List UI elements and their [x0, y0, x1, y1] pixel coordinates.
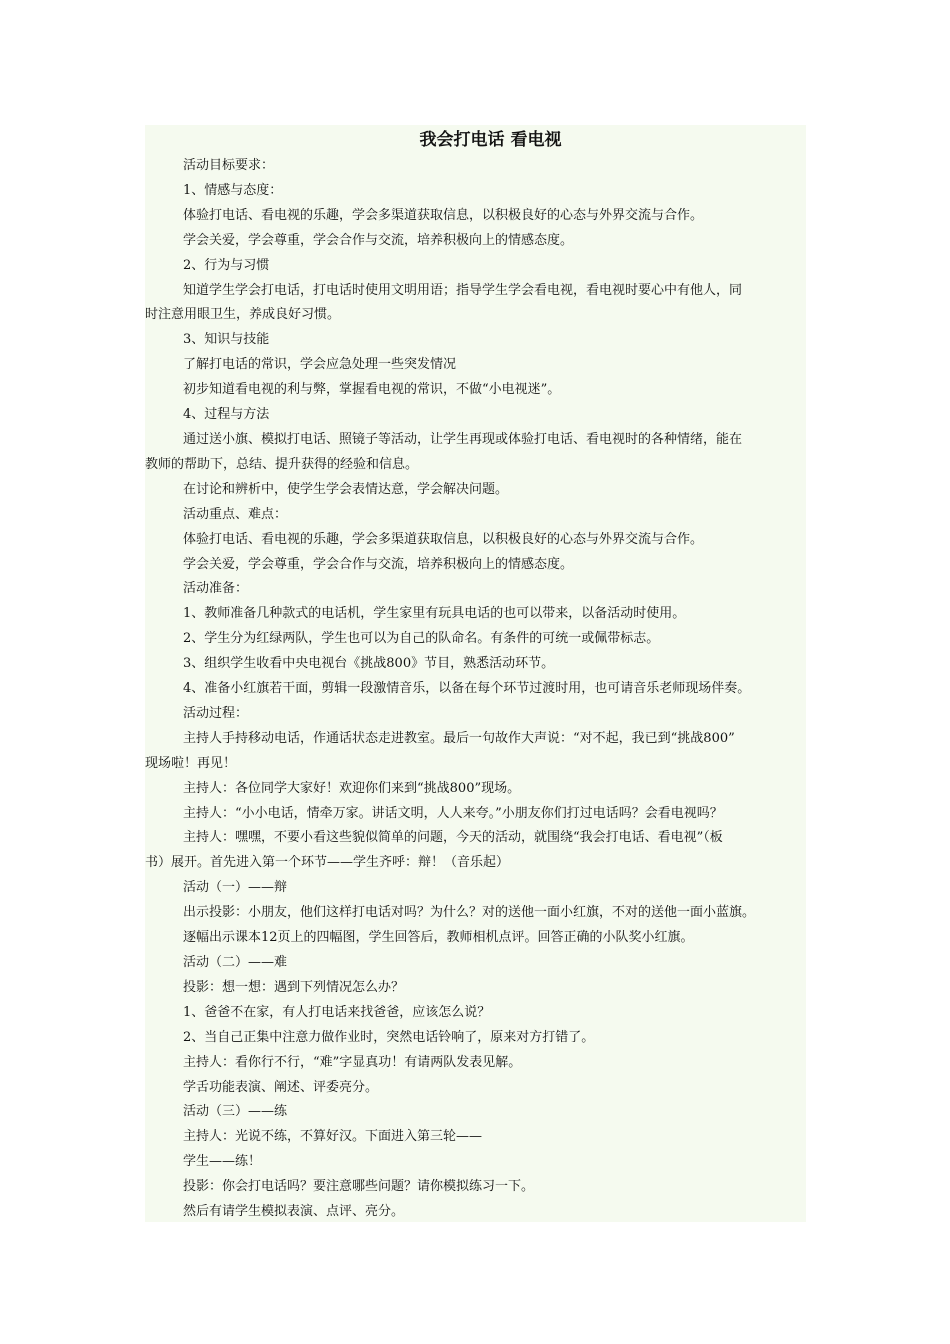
text-line: 活动准备： [183, 581, 249, 597]
text-line: 体验打电话、看电视的乐趣，学会多渠道获取信息，以积极良好的心态与外界交流与合作。 [183, 531, 704, 547]
document-body [145, 154, 806, 1225]
text-line: 活动（三）——练 [183, 1104, 288, 1120]
text-line: 逐幅出示课本12页上的四幅图，学生回答后，教师相机点评。回答正确的小队奖小红旗。 [183, 930, 694, 946]
text-line: 2、学生分为红绿两队，学生也可以为自己的队命名。有条件的可统一或佩带标志。 [183, 631, 660, 647]
text-line: 1、情感与态度： [183, 182, 283, 198]
text-line: 了解打电话的常识，学会应急处理一些突发情况 [183, 357, 457, 373]
text-line: 学舌功能表演、阐述、评委亮分。 [183, 1079, 379, 1095]
text-line: 主持人：光说不练，不算好汉。下面进入第三轮—— [183, 1129, 483, 1145]
text-line: 2、当自己正集中注意力做作业时，突然电话铃响了，原来对方打错了。 [183, 1029, 595, 1045]
text-line: 1、爸爸不在家，有人打电话来找爸爸，应该怎么说？ [183, 1004, 491, 1020]
text-line: 主持人：“小小电话，情牵万家。讲话文明，人人来夸。”小朋友你们打过电话吗？会看电视吗？ [183, 805, 723, 821]
text-line: 时注意用眼卫生，养成良好习惯。 [145, 307, 341, 323]
document-title: 我会打电话 看电视 [419, 130, 562, 150]
text-line: 学会关爱，学会尊重，学会合作与交流，培养积极向上的情感态度。 [183, 556, 574, 572]
text-line: 体验打电话、看电视的乐趣，学会多渠道获取信息，以积极良好的心态与外界交流与合作。 [183, 207, 704, 223]
text-line: 活动目标要求： [183, 158, 275, 173]
text-line: 4、过程与方法 [183, 407, 270, 423]
text-line: 活动（一）——辩 [183, 880, 288, 896]
text-line: 教师的帮助下，总结、提升获得的经验和信息。 [145, 456, 419, 472]
text-line: 通过送小旗、模拟打电话、照镜子等活动，让学生再现或体验打电话、看电视时的各种情绪，能在 [183, 431, 743, 447]
text-line: 活动（二）——难 [183, 955, 288, 970]
text-line: 投影：想一想：遇到下列情况怎么办？ [183, 979, 405, 995]
text-line: 学会关爱，学会尊重，学会合作与交流，培养积极向上的情感态度。 [183, 232, 574, 248]
text-line: 然后有请学生模拟表演、点评、亮分。 [183, 1204, 405, 1220]
text-line: 3、组织学生收看中央电视台《挑战800》节目，熟悉活动环节。 [183, 656, 555, 672]
text-line: 活动重点、难点： [183, 506, 288, 522]
text-line: 出示投影：小朋友，他们这样打电话对吗？为什么？对的送他一面小红旗，不对的送他一面小蓝旗。 [183, 905, 756, 921]
text-line: 活动过程： [183, 705, 249, 721]
text-line: 4、准备小红旗若干面，剪辑一段激情音乐，以备在每个环节过渡时用，也可请音乐老师现场伴奏。 [183, 681, 751, 697]
text-line: 主持人手持移动电话，作通话状态走进教室。最后一句故作大声说：“对不起，我已到“挑战800” [183, 730, 735, 746]
text-line: 1、教师准备几种款式的电话机，学生家里有玩具电话的也可以带来，以备活动时使用。 [183, 606, 686, 622]
text-line: 主持人：嘿嘿，不要小看这些貌似简单的问题，今天的活动，就围绕“我会打电话、看电视”（板 [183, 830, 723, 846]
text-line: 现场啦！再见！ [145, 755, 237, 771]
text-line: 主持人：看你行不行，“难”字显真功！有请两队发表见解。 [183, 1054, 522, 1070]
text-line: 知道学生学会打电话，打电话时使用文明用语；指导学生学会看电视，看电视时要心中有他人，同 [183, 282, 743, 298]
text-line: 学生——练！ [183, 1154, 262, 1170]
text-line: 书）展开。首先进入第一个环节——学生齐呼：辩！（音乐起） [145, 855, 510, 871]
text-line: 3、知识与技能 [183, 332, 270, 348]
text-line: 2、行为与习惯 [183, 257, 270, 273]
text-line: 初步知道看电视的利与弊，掌握看电视的常识，不做“小电视迷”。 [183, 382, 561, 398]
document-page [145, 125, 806, 1222]
text-line: 投影：你会打电话吗？要注意哪些问题？请你模拟练习一下。 [183, 1179, 535, 1195]
text-line: 在讨论和辨析中，使学生学会表情达意，学会解决问题。 [183, 481, 509, 497]
text-line: 主持人：各位同学大家好！欢迎你们来到“挑战800”现场。 [183, 780, 521, 796]
